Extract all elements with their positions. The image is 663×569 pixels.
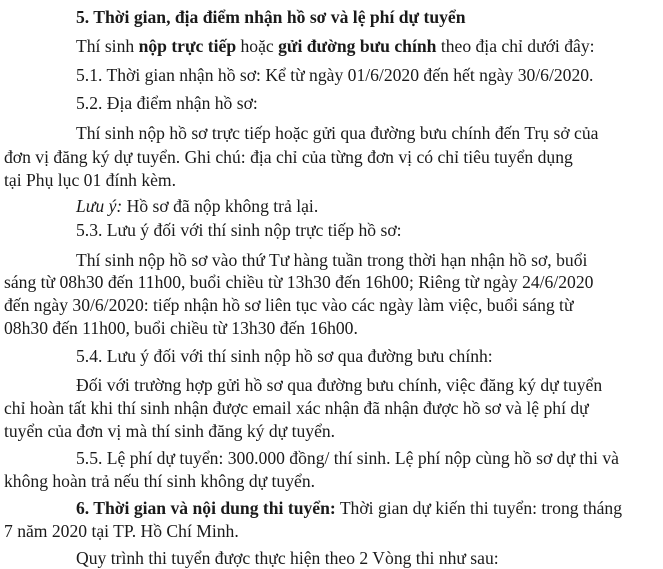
note: [76, 195, 318, 217]
note-label: Lưu ý:: [76, 196, 123, 216]
section-6-heading: 6. Thời gian và nội dung thi tuyển:: [76, 498, 336, 518]
item-5-4: 5.4. Lưu ý đối với thí sinh nộp hồ sơ qua đường bưu chính:: [76, 346, 493, 366]
item-5-5-text-line: không hoàn trả nếu thí sinh không dự tuyển.: [4, 471, 316, 491]
item-5-4-text-line: Đối với trường hợp gửi hồ sơ qua đường bưu chính, việc đăng ký dự tuyển: [76, 375, 603, 395]
item-5-4-text-line: chỉ hoàn tất khi thí sinh nhận được email xác nhận đã nhận được hồ sơ và lệ phí dự: [4, 398, 589, 418]
item-5-3-text-line: Thí sinh nộp hồ sơ vào thứ Tư hàng tuần trong thời hạn nhận hồ sơ, buổi: [76, 250, 588, 270]
item-5-2-text-line: Thí sinh nộp hồ sơ trực tiếp hoặc gửi qua đường bưu chính đến Trụ sở của: [76, 123, 599, 143]
item-5-2-text-line: tại Phụ lục 01 đính kèm.: [4, 170, 177, 190]
section-6-line-2: 7 năm 2020 tại TP. Hồ Chí Minh.: [4, 521, 239, 541]
section-5-heading: 5. Thời gian, địa điểm nhận hồ sơ và lệ phí dự tuyển: [76, 7, 466, 27]
item-5-1: 5.1. Thời gian nhận hồ sơ: Kể từ ngày 01/6/2020 đến hết ngày 30/6/2020.: [76, 65, 594, 85]
intro-text-c: hoặc: [236, 36, 279, 56]
section-6-heading-line: [76, 497, 622, 519]
intro-text-e: theo địa chỉ dưới đây:: [436, 36, 595, 56]
intro-text-a: Thí sinh: [76, 36, 139, 56]
item-5-3-text-line: 08h30 đến 11h00, buổi chiều từ 13h30 đến 16h00.: [4, 318, 358, 338]
item-5-3-text-line: đến ngày 30/6/2020: tiếp nhận hồ sơ liên tục vào các ngày làm việc, buổi sáng từ: [4, 295, 574, 315]
section-6-process: Quy trình thi tuyển được thực hiện theo 2 Vòng thi như sau:: [76, 548, 499, 568]
item-5-4-text-line: tuyển của đơn vị mà thí sinh đăng ký dự tuyển.: [4, 421, 336, 441]
intro-text-direct: nộp trực tiếp: [138, 36, 237, 56]
item-5-5-text-line: 5.5. Lệ phí dự tuyển: 300.000 đồng/ thí sinh. Lệ phí nộp cùng hồ sơ dự thi và: [76, 448, 619, 468]
section-6-heading-rest: Thời gian dự kiến thi tuyển: trong tháng: [335, 498, 623, 518]
item-5-3: 5.3. Lưu ý đối với thí sinh nộp trực tiếp hồ sơ:: [76, 220, 402, 240]
intro-text-postal: gửi đường bưu chính: [278, 36, 437, 56]
item-5-2: 5.2. Địa điểm nhận hồ sơ:: [76, 93, 258, 113]
item-5-2-text-line: đơn vị đăng ký dự tuyển. Ghi chú: địa chỉ của từng đơn vị có chỉ tiêu tuyển dụng: [4, 147, 573, 167]
note-text: Hồ sơ đã nộp không trả lại.: [122, 196, 319, 216]
item-5-3-text-line: sáng từ 08h30 đến 11h00, buổi chiều từ 13h30 đến 16h00; Riêng từ ngày 24/6/2020: [4, 272, 594, 292]
section-5-intro: [76, 35, 595, 57]
